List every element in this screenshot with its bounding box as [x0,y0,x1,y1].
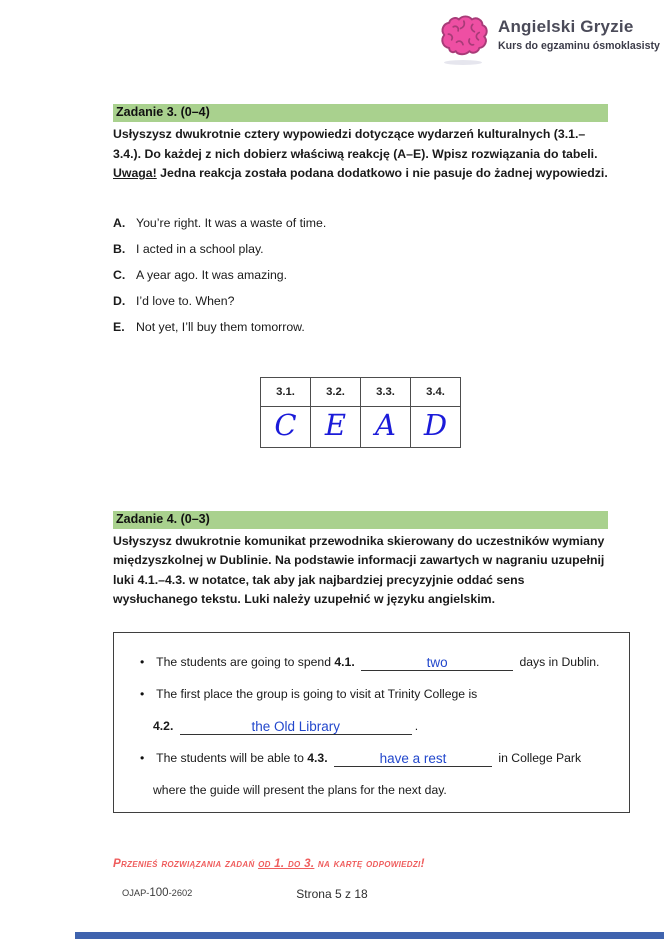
answer-table-answer-row [261,406,461,447]
answer-header-3-1: 3.1. [261,377,311,406]
note-bullet-2 [140,686,629,703]
note2-number: 4.2. [153,718,174,733]
bullet-dot: • [140,750,145,765]
option-b [113,241,608,257]
bottom-blue-bar [75,932,664,939]
note3-number: 4.3. [307,750,328,765]
brand-title: Angielski Gryzie [498,17,634,36]
answer-table-header-row [261,377,461,406]
handwritten-answer-3-1: C [261,406,311,447]
exam-code-mid: 100 [149,887,169,899]
option-d-text: I’d love to. When? [136,293,235,308]
note-line-continuation [140,782,629,799]
gap-4-3: have a rest [334,751,492,767]
option-d [113,293,608,309]
task4-instructions: Usłyszysz dwukrotnie komunikat przewodnika skierowany do uczestników wymiany międzyszkolnej w Dublinie. Na podstawie informacji zawartych w nagraniu uzupełnij luki 4.1.–4.3. w notatce, tak aby jak najbardziej precyzyjnie oddać sens wysłuchanego tekstu. Luki należy uzupełnić w języku angielskim. [113,533,605,606]
note-line-4-2 [140,718,629,735]
page-content [113,0,608,870]
task3-answer-table [260,377,461,448]
gap-4-2: the Old Library [180,719,412,735]
brand-subtitle: Kurs do egzaminu ósmoklasisty [498,40,660,52]
exam-code-suffix: -2602 [168,888,193,898]
option-e [113,319,608,335]
option-e-letter: E. [113,319,125,334]
option-c-letter: C. [113,267,126,282]
transfer-post: na kartę odpowiedzi! [317,856,425,870]
task3-title-band: Zadanie 3. (0–4) [113,104,608,122]
exam-code-prefix: OJAP- [122,888,150,898]
answer-header-3-3: 3.3. [361,377,411,406]
bullet-dot: • [140,654,145,669]
page-number: Strona 5 z 18 [296,887,368,901]
handwritten-answer-3-4: D [411,406,461,447]
bullet-dot: • [140,686,145,701]
note1-post: days in Dublin. [519,654,600,669]
option-c [113,267,608,283]
task4-note-box [113,632,630,813]
task3-instructions [113,125,608,184]
option-a-text: You’re right. It was a waste of time. [136,215,327,230]
option-a [113,215,608,231]
option-b-text: I acted in a school play. [136,241,264,256]
transfer-answers-note [113,857,608,870]
option-c-text: A year ago. It was amazing. [136,267,288,282]
task3-answer-table-wrap [113,377,608,448]
note3-post: in College Park [498,750,582,765]
task4-title-band: Zadanie 4. (0–3) [113,511,608,529]
gap-4-1: two [361,655,513,671]
note-bullet-3 [140,750,629,767]
task3-options-list [113,215,608,335]
note3-line2: where the guide will present the plans for the next day. [153,782,447,797]
note1-number: 4.1. [334,654,355,669]
option-e-text: Not yet, I’ll buy them tomorrow. [136,319,305,334]
handwritten-answer-3-3: A [361,406,411,447]
answer-header-3-4: 3.4. [411,377,461,406]
note3-pre: The students will be able to [156,750,304,765]
task3-warning-text: Jedna reakcja została podana dodatkowo i nie pasuje do żadnej wypowiedzi. [160,166,608,180]
note1-pre: The students are going to spend [156,654,331,669]
option-b-letter: B. [113,241,126,256]
handwritten-answer-3-2: E [311,406,361,447]
transfer-range: od 1. do 3. [258,856,315,870]
note2-post: . [414,718,419,733]
note2-line1: The first place the group is going to visit at Trinity College is [156,686,478,701]
task3-instructions-main: Usłyszysz dwukrotnie cztery wypowiedzi dotyczące wydarzeń kulturalnych (3.1.–3.4.). Do każdej z nich dobierz właściwą reakcję (A–E). Wpisz rozwiązania do tabeli. [113,127,598,161]
note-bullet-1 [140,654,629,671]
answer-header-3-2: 3.2. [311,377,361,406]
option-d-letter: D. [113,293,126,308]
transfer-pre: Przenieś rozwiązania zadań [113,856,255,870]
option-a-letter: A. [113,215,126,230]
task3-warning-label: Uwaga! [113,166,157,180]
